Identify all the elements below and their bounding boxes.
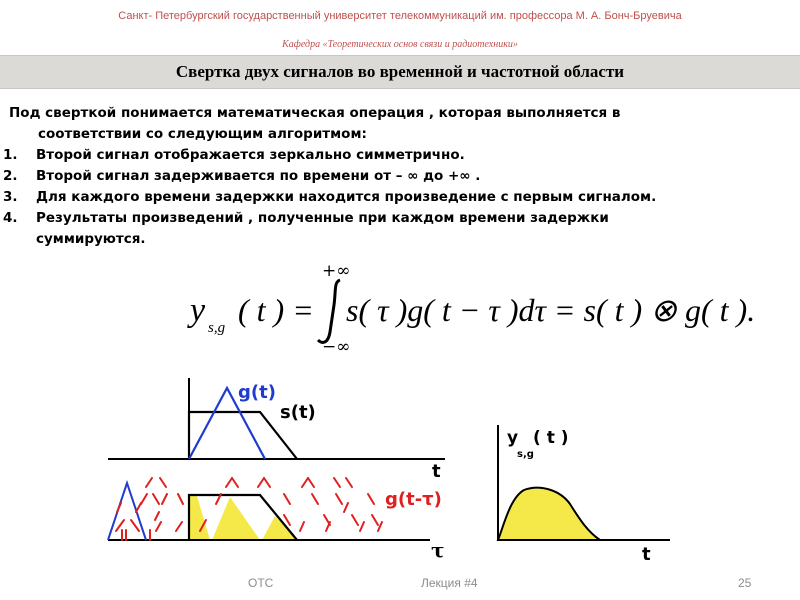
signal-s-trace: [189, 412, 297, 459]
overlap-area-2: [212, 497, 260, 540]
step-4: 4. Результаты произведений , полученные при каждом времени задержки суммируются.: [3, 210, 609, 247]
step-3: 3. Для каждого времени задержки находится произведение с первым сигналом.: [3, 189, 657, 205]
intro-paragraph: [9, 103, 800, 145]
footer-page-number: 25: [738, 576, 752, 590]
label-y-subscript: s,g: [517, 449, 534, 460]
label-y-argument: ( t ): [533, 428, 569, 448]
label-y: y: [507, 428, 519, 448]
overlap-area-3: [262, 516, 298, 540]
formula-integrand: s( τ )g( t − τ )dτ = s( t ) ⊗ g( t ).: [346, 292, 756, 328]
label-s-t: s(t): [280, 402, 316, 423]
top-plot: [108, 378, 445, 482]
algorithm-steps: [0, 145, 800, 250]
signal-g-trace: [189, 388, 265, 459]
signal-s-copy: [189, 495, 297, 540]
label-g-t-tau: g(t-τ): [385, 489, 442, 510]
step-2: 2. Второй сигнал задерживается по времени от – ∞ до +∞ .: [3, 168, 481, 184]
intro-line-2: соответствии со следующим алгоритмом:: [38, 126, 367, 142]
label-t-top: t: [432, 461, 441, 482]
result-plot: [498, 425, 670, 565]
step-1: 1. Второй сигнал отображается зеркально симметрично.: [3, 147, 465, 163]
slide-title: Свертка двух сигналов во временной и частотной области: [0, 55, 800, 89]
label-t-right: t: [642, 544, 651, 565]
result-curve: [498, 488, 600, 540]
mirrored-g-trace: [108, 483, 146, 540]
slide-body: [0, 103, 800, 250]
sliding-plot: [108, 478, 444, 562]
intro-line-1: Под сверткой понимается математическая операция , которая выполняется в: [9, 105, 621, 121]
label-tau: τ: [431, 538, 445, 562]
overlap-area-1: [189, 496, 210, 540]
footer-course: ОТС: [248, 576, 274, 590]
integral-sign: [318, 280, 340, 342]
formula-lhs-argument: ( t ) =: [238, 292, 314, 328]
formula-y: y: [190, 292, 206, 329]
header-university: Санкт- Петербургский государственный университет телекоммуникаций им. профессора М. А. Бонч-Бруевича: [118, 10, 682, 22]
header-department: Кафедра «Теоретических основ связи и радиотехники»: [282, 39, 518, 50]
footer-lecture: Лекция #4: [421, 576, 478, 590]
integral-lower-limit: −∞: [322, 337, 351, 357]
integral-upper-limit: +∞: [322, 261, 351, 281]
formula-y-subscript: s,g: [208, 320, 226, 336]
shifted-copies: [116, 478, 382, 540]
label-g-t: g(t): [238, 382, 276, 403]
